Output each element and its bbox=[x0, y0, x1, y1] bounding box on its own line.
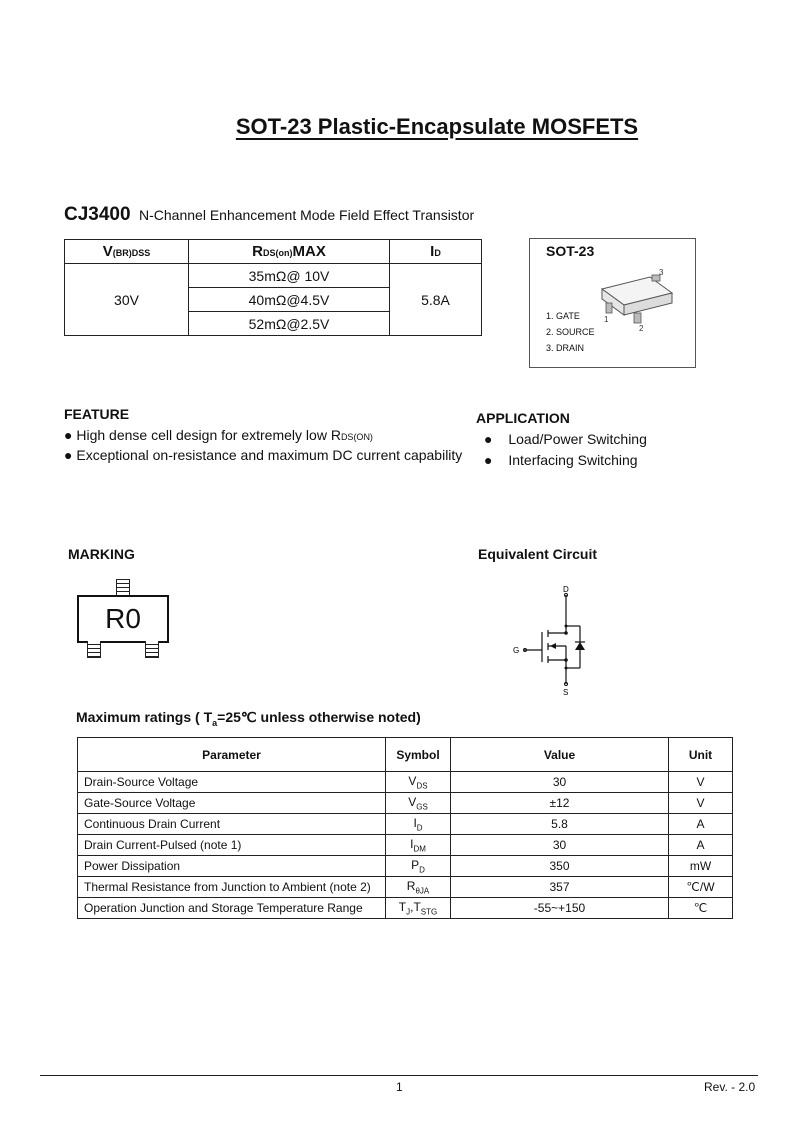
rds-value: 40mΩ@4.5V bbox=[189, 288, 390, 312]
ratings-table bbox=[77, 737, 733, 919]
key-spec-table bbox=[64, 239, 482, 336]
table-row: Drain Current-Pulsed (note 1) $I_{DM}$ 30 A bbox=[78, 835, 733, 856]
marking-code: R0 bbox=[105, 603, 141, 634]
pin-number: 1 bbox=[604, 315, 609, 324]
application-heading: APPLICATION bbox=[476, 410, 570, 426]
sot23-package-icon bbox=[596, 267, 686, 333]
feature-heading: FEATURE bbox=[64, 406, 130, 422]
pin-number: 3 bbox=[659, 268, 664, 277]
feature-section bbox=[64, 406, 462, 463]
pin-label: 3. DRAIN bbox=[546, 343, 585, 353]
rds-header: RDS(on)MAX bbox=[189, 240, 390, 264]
bullet-icon: ● bbox=[484, 431, 493, 447]
col-header: Value bbox=[451, 738, 669, 772]
table-row: Continuous Drain Current $I_D$ 5.8 A bbox=[78, 814, 733, 835]
package-body bbox=[77, 595, 169, 643]
page-number: 1 bbox=[396, 1080, 403, 1094]
bullet-icon: ● bbox=[64, 427, 73, 443]
table-row: Gate-Source Voltage $V_{GS}$ ±12 V bbox=[78, 793, 733, 814]
source-pin-icon bbox=[145, 641, 159, 658]
col-header: Unit bbox=[669, 738, 733, 772]
table-row: Power Dissipation $P_D$ 350 mW bbox=[78, 856, 733, 877]
table-row: Thermal Resistance from Junction to Ambient (note 2) $R_{\theta JA}$ 357 ℃/W bbox=[78, 877, 733, 898]
vdss-header: V(BR)DSS bbox=[65, 240, 189, 264]
table-row: Drain-Source Voltage $V_{DS}$ 30 V bbox=[78, 772, 733, 793]
col-header: Symbol bbox=[386, 738, 451, 772]
bullet-icon: ● bbox=[64, 447, 73, 463]
drain-pin-icon bbox=[116, 579, 130, 596]
gate-pin-icon bbox=[87, 641, 101, 658]
gate-label: G bbox=[513, 646, 520, 655]
revision-label: Rev. - 2.0 bbox=[704, 1080, 756, 1094]
rds-value: 35mΩ@ 10V bbox=[189, 264, 390, 288]
marking-heading: MARKING bbox=[68, 546, 135, 562]
pin-label: 1. GATE bbox=[546, 311, 580, 321]
application-item: ● Load/Power Switching bbox=[484, 431, 647, 447]
page-title: SOT-23 Plastic-Encapsulate MOSFETS bbox=[235, 114, 639, 139]
bullet-icon: ● bbox=[484, 452, 493, 468]
col-header: Parameter bbox=[78, 738, 386, 772]
package-title: SOT-23 bbox=[546, 243, 595, 259]
circuit-heading: Equivalent Circuit bbox=[478, 546, 598, 562]
part-number: CJ3400 bbox=[64, 204, 131, 225]
package-box bbox=[529, 238, 696, 368]
drain-label: D bbox=[563, 585, 569, 594]
rds-value: 52mΩ@2.5V bbox=[189, 312, 390, 336]
pin-number: 2 bbox=[639, 324, 644, 333]
table-row: Operation Junction and Storage Temperature Range $T_J,T_{STG}$ -55~+150 ℃ bbox=[78, 898, 733, 919]
part-description: N-Channel Enhancement Mode Field Effect Transistor bbox=[139, 207, 475, 223]
feature-item: ● Exceptional on-resistance and maximum DC current capability bbox=[64, 447, 463, 463]
source-label: S bbox=[563, 688, 569, 697]
application-section bbox=[476, 410, 647, 468]
mosfet-symbol-icon bbox=[508, 582, 588, 698]
footer-rule bbox=[40, 1075, 758, 1076]
ratings-title: Maximum ratings ( $T_a=25℃$ unless otherwise noted) bbox=[76, 709, 421, 728]
vdss-value: 30V bbox=[65, 264, 189, 336]
pin-label: 2. SOURCE bbox=[546, 327, 595, 337]
part-heading bbox=[64, 204, 474, 226]
application-item: ● Interfacing Switching bbox=[484, 452, 638, 468]
id-value: 5.8A bbox=[390, 264, 482, 336]
id-header: ID bbox=[390, 240, 482, 264]
marking-diagram bbox=[77, 579, 169, 659]
feature-item: ● High dense cell design for extremely low RDS(ON) bbox=[64, 427, 373, 443]
